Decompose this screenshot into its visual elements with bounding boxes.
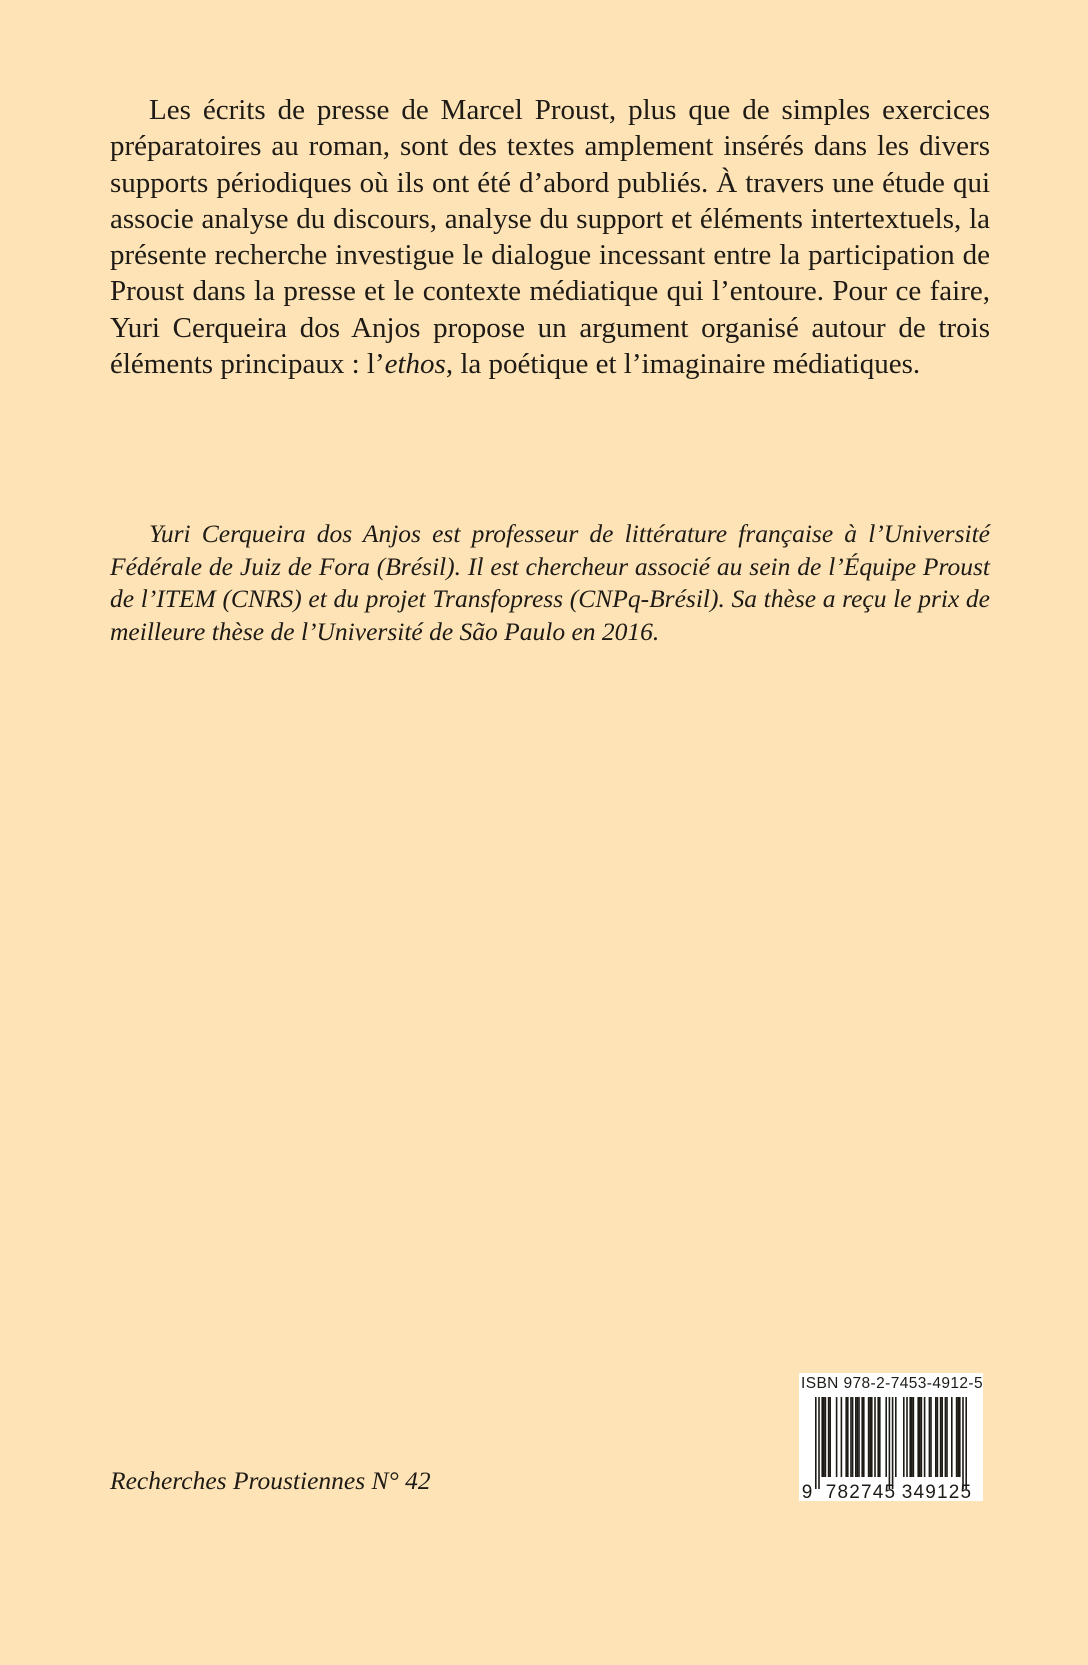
barcode-bar [913,1397,915,1477]
barcode-digits-right: 349125 [901,1482,973,1501]
barcode-bar [911,1397,913,1477]
barcode-bar [956,1397,958,1477]
barcode-bar [841,1397,843,1477]
barcode-bar [823,1397,825,1477]
summary-emphasis-text: ethos [384,348,446,381]
barcode-bar [863,1397,865,1477]
barcode-bar [924,1397,926,1477]
barcode-bar [935,1397,937,1477]
barcode-bar [847,1397,849,1477]
barcode-bar [895,1397,897,1477]
barcode-bar [861,1397,863,1477]
barcode-bar [818,1397,820,1489]
barcode-bar [825,1397,827,1477]
barcode-bar [889,1397,891,1489]
barcode-bar [828,1397,830,1477]
barcode-bar [877,1397,879,1477]
barcode-bar [892,1397,894,1489]
barcode-bar [957,1397,959,1477]
barcode-bar [815,1397,817,1489]
barcode-bar [869,1397,871,1477]
barcode-bar [937,1397,939,1477]
barcode-bar [959,1397,961,1477]
isbn-label: ISBN 978-2-7453-4912-5 [801,1375,983,1392]
barcode-bar [829,1397,831,1477]
back-cover-summary [110,92,990,382]
barcode-bar [836,1397,838,1477]
barcode-bar [946,1397,948,1477]
barcode-bar [951,1397,953,1477]
barcode-bar [879,1397,881,1477]
barcode-bar [917,1397,919,1477]
barcode-bar [940,1397,942,1477]
barcode-bar [909,1397,911,1477]
barcode-bar [855,1397,857,1477]
barcode-bar [850,1397,852,1477]
barcode-bar [906,1397,908,1477]
barcode-bars [815,1397,967,1489]
barcode-bar [885,1397,887,1477]
summary-lead-text: Les écrits de presse de Marcel Proust, plus que de simples exercices préparatoires au roman, sont des textes amplement insérés dans les divers supports périodiques où ils ont été d’abord publiés. À travers une étude qui associe analyse du discours, analyse du support et éléments intertextuels, la présente recherche investigue le dialogue incessant entre la participation de Proust dans la presse et le contexte médiatique qui l’entoure. Pour ce faire, Yuri Cerqueira dos Anjos propose un argument organisé autour de trois éléments principaux : l’ [110,94,990,381]
barcode-digit-first: 9 [801,1482,813,1501]
barcode-bar [903,1397,905,1477]
author-biography: Yuri Cerqueira dos Anjos est professeur de littérature française à l’Université Fédérale de Juiz de Fora (Brésil). Il est chercheur associé au sein de l’Équipe Proust de l’ITEM (CNRS) et du projet Transfopress (CNPq-Brésil). Sa thèse a reçu le prix de meilleure thèse de l’Université de São Paulo en 2016. [110,519,990,646]
barcode-bar [871,1397,873,1477]
barcode-bar [941,1397,943,1477]
barcode-bar [919,1397,921,1477]
barcode-bar [921,1397,923,1477]
barcode-graphic [799,1397,983,1501]
barcode-bar [929,1397,931,1477]
barcode-bar [945,1397,947,1477]
barcode-bar [852,1397,854,1477]
barcode-bar [874,1397,876,1477]
barcode-bar [868,1397,870,1477]
barcode-bar [858,1397,860,1477]
barcode-bar [930,1397,932,1477]
barcode-bar [857,1397,859,1477]
isbn-barcode [799,1373,983,1501]
barcode-bar [962,1397,964,1489]
barcode-digits-left: 782745 [825,1482,897,1501]
barcode-bar [845,1397,847,1477]
barcode-bar [965,1397,967,1489]
barcode-bar [821,1397,823,1477]
summary-tail-text: , la poétique et l’imaginaire médiatiques. [445,348,921,381]
series-title: Recherches Proustiennes N° 42 [110,1466,431,1495]
